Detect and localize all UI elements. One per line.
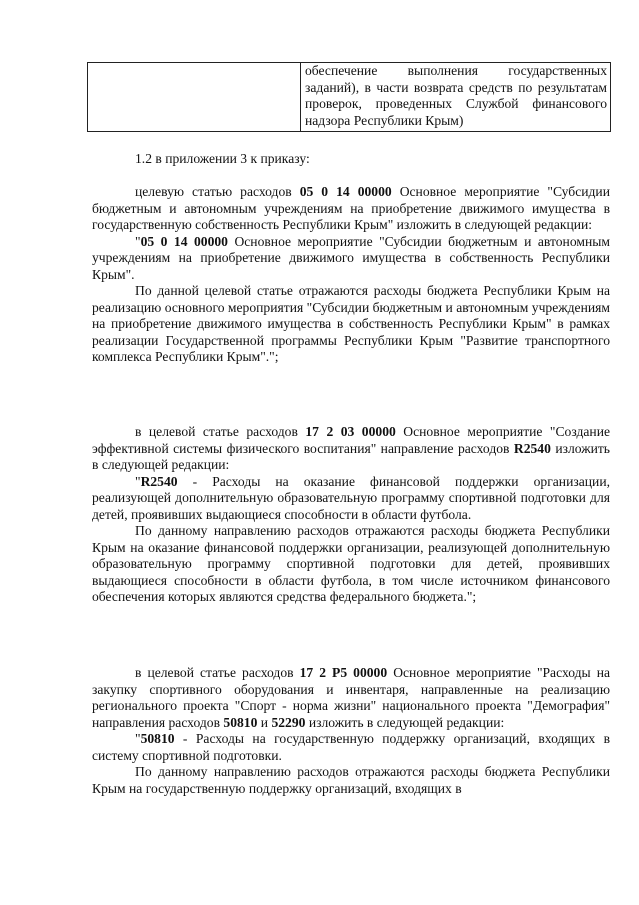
direction-code: R2540 (513, 440, 551, 456)
amendment-quote: "05 0 14 00000 Основное мероприятие "Субсидии бюджетным и автономным учреждениям на приобретение движимого имущества в собственность Республики Крым". (92, 233, 610, 282)
target-article-code: 17 2 P5 00000 (299, 665, 388, 680)
amendment-quote: "50810 - Расходы на государственную поддержку организаций, входящих в систему спортивной подготовки. (92, 731, 610, 763)
amendment-explanation: По данному направлению расходов отражаются расходы бюджета Республики Крым на государственную поддержку организаций, входящих в (92, 764, 610, 796)
amendment-explanation: По данной целевой статье отражаются расходы бюджета Республики Крым на реализацию основного мероприятия "Субсидии бюджетным и автономным учреждениям на приобретение движимого имущества в собственность Республики Крым" в рамках реализации Государственной программы Республики Крым "Развитие транспортного комплекса Республики Крым"."; (92, 283, 610, 364)
amendment-intro: целевую статью расходов 05 0 14 00000 Основное мероприятие "Субсидии бюджетным и автономным учреждениям на приобретение движимого имущества в государственную собственность Республики Крым" изложить в следующей редакции: (92, 184, 610, 232)
table-row (87, 62, 611, 132)
quoted-code: 50810 (140, 731, 175, 746)
direction-code-2: 52290 (271, 714, 306, 730)
section-heading-block (92, 151, 610, 168)
amendment-intro: в целевой статье расходов 17 2 03 00000 Основное мероприятие "Создание эффективной системы физического воспитания" направление расходов R2540 изложить в следующей редакции: (92, 424, 611, 472)
table-cell-text: обеспечение выполнения государственных заданий), в части возврата средств по результатам проверок, проведенных Службой финансового надзора Республики Крым) (305, 63, 607, 128)
table-cell-empty (88, 63, 301, 131)
section-heading: 1.2 в приложении 3 к приказу: (135, 151, 310, 166)
target-article-code: 05 0 14 00000 (299, 184, 392, 199)
amendment-block-1 (92, 184, 610, 366)
amendment-intro: в целевой статье расходов 17 2 P5 00000 Основное мероприятие "Расходы на закупку спортивного оборудования и инвентаря, направленные на реализацию регионального проекта "Спорт - норма жизни" национального проекта "Демография" направления расходов 50810 и 52290 изложить в следующей редакции: (92, 665, 611, 730)
amendment-explanation: По данному направлению расходов отражаются расходы бюджета Республики Крым на оказание финансовой поддержки организации, реализующей дополнительную образовательную программу спортивной подготовки для детей, проявивших выдающиеся способности в области футбола, в том числе источником финансового обеспечения которых являются средства федерального бюджета."; (92, 523, 610, 604)
direction-code-1: 50810 (223, 714, 258, 730)
amendment-block-2 (92, 424, 610, 606)
amendment-quote: "R2540 - Расходы на оказание финансовой поддержки организации, реализующей дополнительную образовательную программу спортивной подготовки для детей, проявивших выдающиеся способности в области футбола. (92, 473, 610, 522)
quoted-code: R2540 (140, 473, 178, 489)
amendment-block-3 (92, 665, 610, 797)
quoted-code: 05 0 14 00000 (140, 233, 228, 249)
target-article-code: 17 2 03 00000 (305, 424, 396, 439)
